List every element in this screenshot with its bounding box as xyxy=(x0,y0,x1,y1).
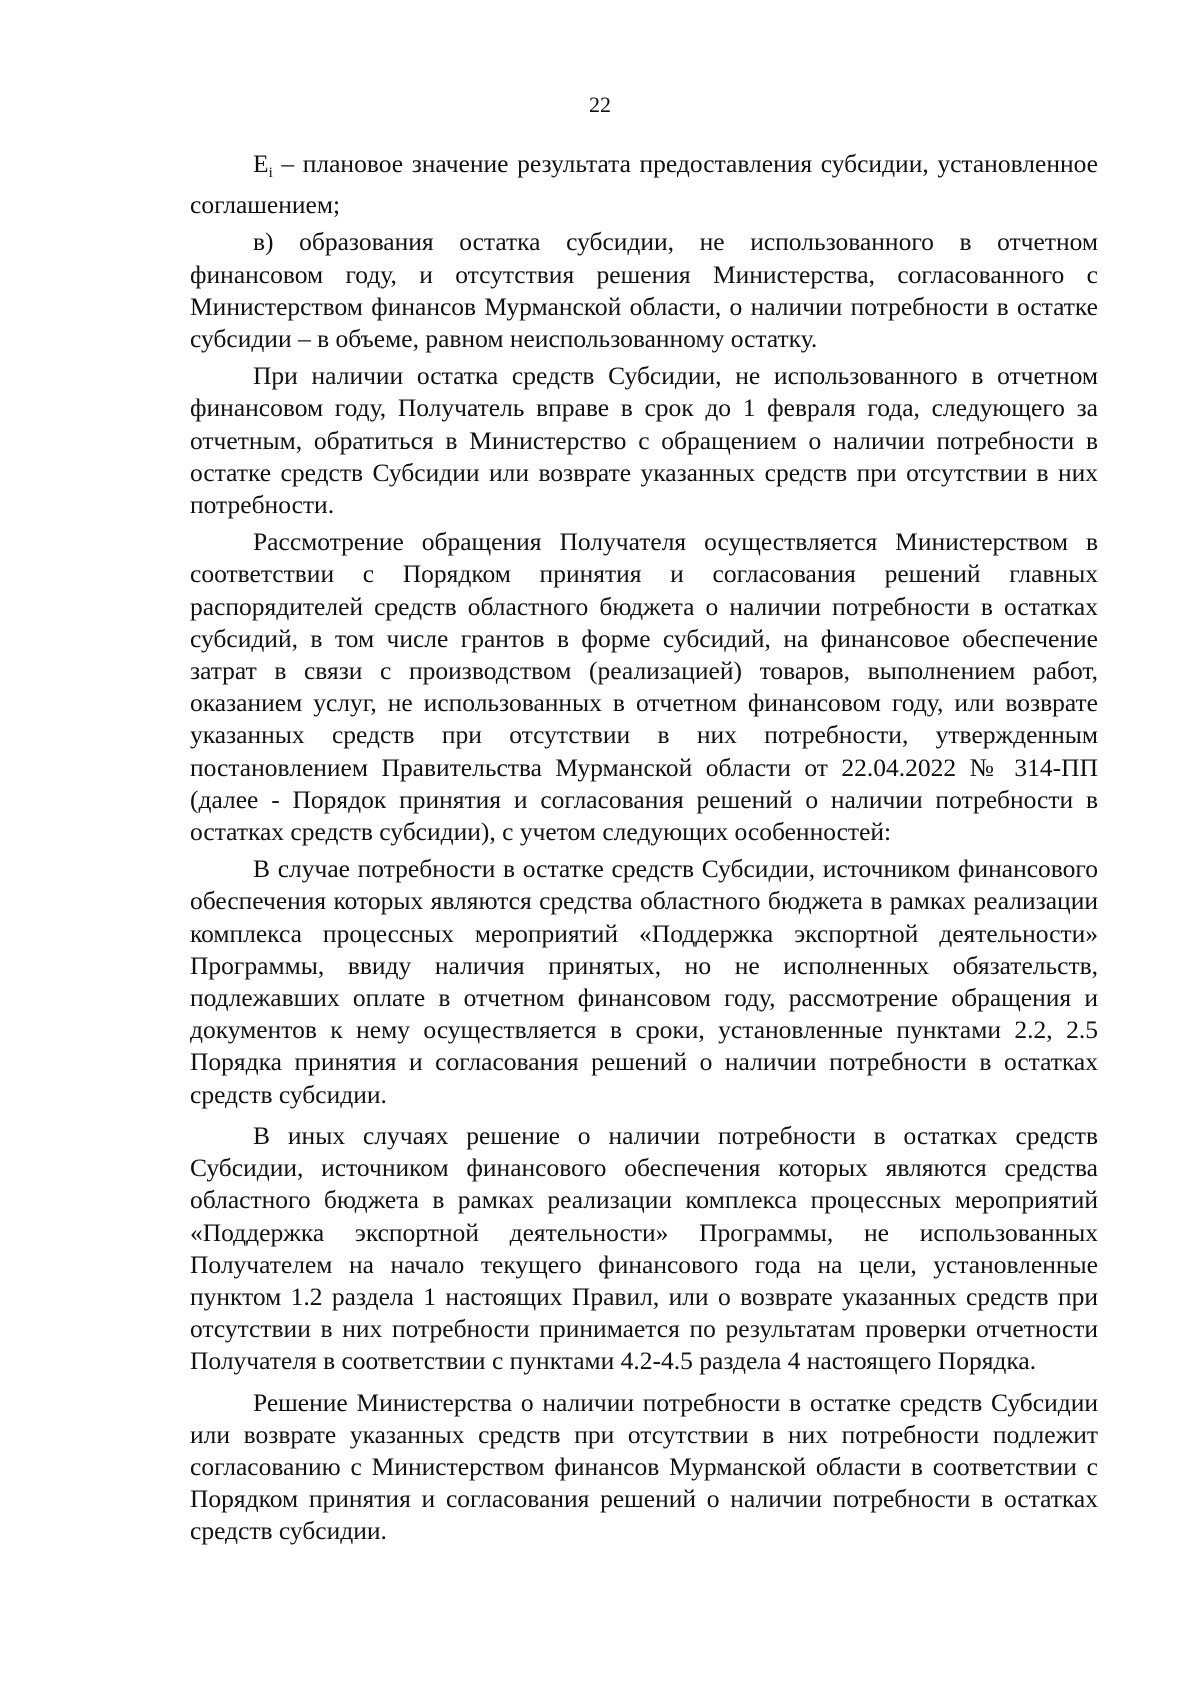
paragraph-ei-definition xyxy=(190,148,1098,221)
paragraph-review-procedure: Рассмотрение обращения Получателя осуществляется Министерством в соответствии с Порядком принятия и согласования решений главных распорядителей средств областного бюджета о наличии потребности в остатках субсидий, в том числе грантов в форме субсидий, на финансовое обеспечение затрат в связи с производством (реализацией) товаров, выполнением работ, оказанием услуг, не использованных в отчетном финансовом году, или возврате указанных средств при отсутствии в них потребности, утвержденным постановлением Правительства Мурманской области от 22.04.2022 № 314-ПП (далее - Порядок принятия и согласования решений о наличии потребности в остатках средств субсидии), с учетом следующих особенностей: xyxy=(190,527,1098,847)
paragraph-ministry-decision: Решение Министерства о наличии потребности в остатке средств Субсидии или возврате указанных средств при отсутствии в них потребности подлежит согласованию с Министерством финансов Мурманской области в соответствии с Порядком принятия и согласования решений о наличии потребности в остатках средств субсидии. xyxy=(190,1387,1098,1546)
paragraph-subitem-v: в) образования остатка субсидии, не использованного в отчетном финансовом году, и отсутствия решения Министерства, согласованного с Министерством финансов Мурманской области, о наличии потребности в остатке субсидии – в объеме, равном неиспользованному остатку. xyxy=(190,227,1098,354)
page-number: 22 xyxy=(589,92,611,117)
paragraph-need-case: В случае потребности в остатке средств Субсидии, источником финансового обеспечения которых являются средства областного бюджета в рамках реализации комплекса процессных мероприятий «Поддержка экспортной деятельности» Программы, ввиду наличия принятых, но не исполненных обязательств, подлежавших оплате в отчетном финансовом году, рассмотрение обращения и документов к нему осуществляется в сроки, установленные пунктами 2.2, 2.5 Порядка принятия и согласования решений о наличии потребности в остатках средств субсидии. xyxy=(190,854,1098,1109)
ei-subscript: i xyxy=(268,165,273,181)
paragraph-remaining-funds: При наличии остатка средств Субсидии, не использованного в отчетном финансовом году, Получатель вправе в срок до 1 февраля года, следующего за отчетным, обратиться в Министерство с обращением о наличии потребности в остатке средств Субсидии или возврате указанных средств при отсутствии в них потребности. xyxy=(190,361,1098,520)
ei-symbol: E xyxy=(253,149,269,178)
ei-definition-text: – плановое значение результата предоставления субсидии, установленное соглашением; xyxy=(190,149,1098,220)
document-body xyxy=(190,148,1098,1548)
paragraph-other-cases: В иных случаях решение о наличии потребности в остатках средств Субсидии, источником финансового обеспечения которых являются средства областного бюджета в рамках реализации комплекса процессных мероприятий «Поддержка экспортной деятельности» Программы, не использованных Получателем на начало текущего финансового года на цели, установленные пунктом 1.2 раздела 1 настоящих Правил, или о возврате указанных средств при отсутствии в них потребности принимается по результатам проверки отчетности Получателя в соответствии с пунктами 4.2-4.5 раздела 4 настоящего Порядка. xyxy=(190,1120,1098,1376)
